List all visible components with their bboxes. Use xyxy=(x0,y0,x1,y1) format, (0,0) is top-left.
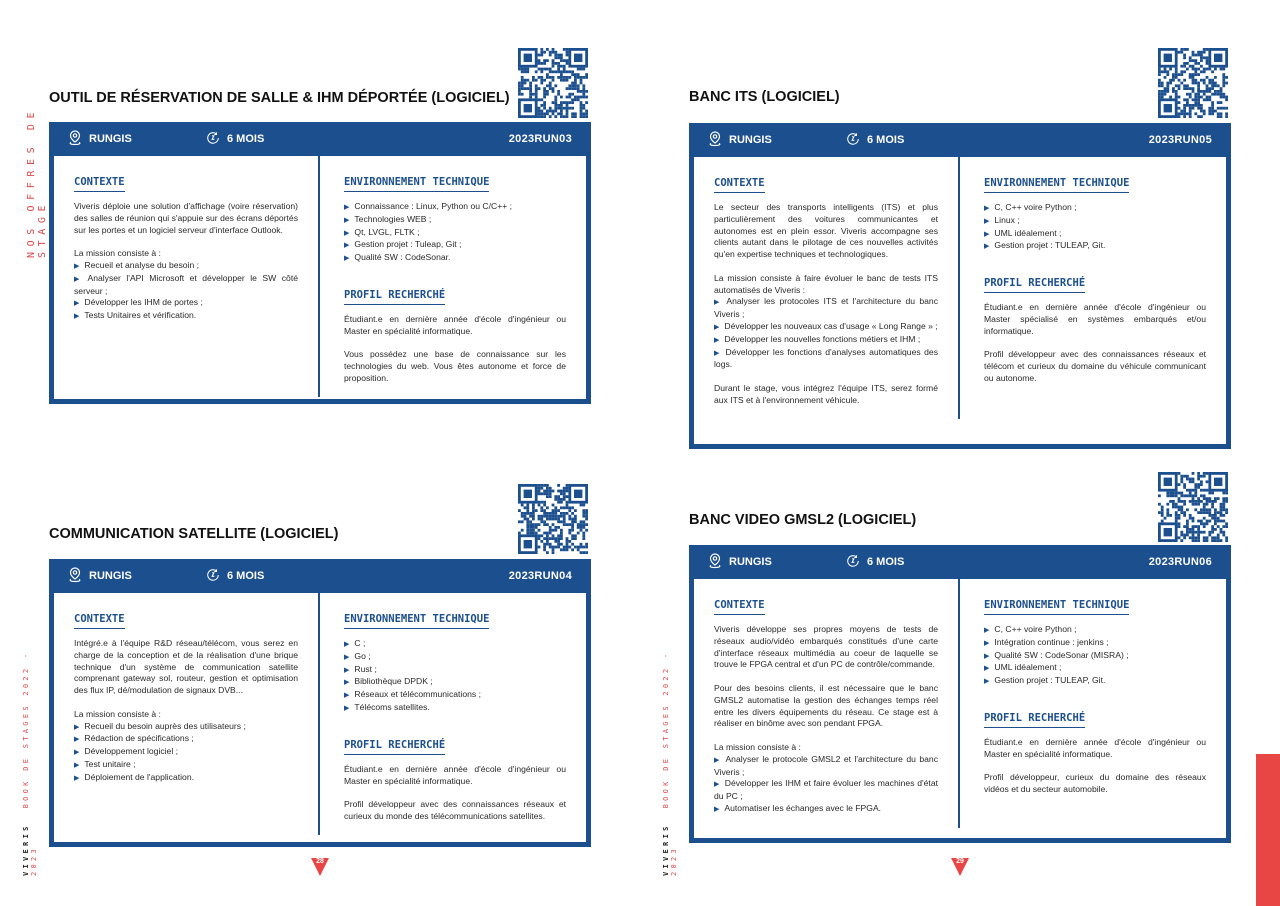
list-item: ▶ Connaissance : Linux, Python ou C/C++ ; xyxy=(344,201,566,214)
paragraph: Profil développeur avec des connaissances réseaux et télécom et curieux du domaine du véhicule communicant ou autonome. xyxy=(984,349,1206,383)
duration-label: 6 MOIS xyxy=(227,133,265,145)
list-item: ▶ Qt, LVGL, FLTK ; xyxy=(344,227,566,240)
list-item: ▶ Développer les fonctions d'analyses automatiques des logs. xyxy=(714,347,938,372)
page-number-text: 28 xyxy=(316,858,324,865)
mission-intro: La mission consiste à : xyxy=(74,708,161,719)
list-item: ▶ Gestion projet : Tuleap, Git ; xyxy=(344,239,566,252)
paragraph: Profil développeur avec des connaissances réseaux et curieux du monde des télécommunications satellites. xyxy=(344,799,566,821)
page-edge-tab xyxy=(1256,754,1280,906)
page-number-left xyxy=(311,858,329,876)
list-item: ▶ Qualité SW : CodeSonar (MISRA) ; xyxy=(984,650,1206,663)
offer-info-bar xyxy=(54,122,586,156)
list-item: ▶ Intégration continue : jenkins ; xyxy=(984,637,1206,650)
list-item: ▶ Développer les nouveaux cas d'usage « Long Range » ; xyxy=(714,321,938,334)
mission-outro: Durant le stage, vous intégrez l'équipe ITS, serez formé aux ITS et à l'environnement véhicule. xyxy=(714,382,938,405)
offer-frame xyxy=(49,122,591,404)
offer-frame xyxy=(49,559,591,847)
list-item: ▶ C, C++ voire Python ; xyxy=(984,202,1206,215)
section-heading-profil: PROFIL RECHERCHÉ xyxy=(344,739,445,755)
offer-reference: 2023RUN06 xyxy=(1148,556,1212,568)
list-item: ▶ Développer les IHM et faire évoluer les machines d'état du PC ; xyxy=(714,778,938,803)
section-heading-environnement: ENVIRONNEMENT TECHNIQUE xyxy=(344,176,489,192)
paragraph: Viveris développe ses propres moyens de tests de réseaux audio/vidéo embarqués constitués d'une carte d'interface réseaux multimédia au coeur de laquelle se trouve le FPGA central et d'un PC de contrôle/commande. xyxy=(714,624,938,670)
section-heading-environnement: ENVIRONNEMENT TECHNIQUE xyxy=(984,177,1129,193)
section-heading-environnement: ENVIRONNEMENT TECHNIQUE xyxy=(344,613,489,629)
location-label: RUNGIS xyxy=(729,134,772,146)
list-item: ▶ Gestion projet : TULEAP, Git. xyxy=(984,675,1206,688)
list-item: ▶ Gestion projet : TULEAP, Git. xyxy=(984,240,1206,253)
clock-icon xyxy=(206,130,220,149)
list-item: ▶ Analyser l'API Microsoft et développer le SW côté serveur ; xyxy=(74,273,298,298)
book-title: BOOK DE STAGES 2022 - 2023 xyxy=(22,650,38,876)
mission-intro: La mission consiste à faire évoluer le banc de tests ITS automatisés de Viveris : xyxy=(714,272,938,295)
duration xyxy=(846,131,904,150)
list-item: ▶ Développer les nouvelles fonctions métiers et IHM ; xyxy=(714,334,938,347)
footer-side-label-left xyxy=(22,648,38,876)
paragraph: Étudiant.e en dernière année d'école d'ingénieur ou Master en spécialité informatique. xyxy=(984,736,1206,759)
offer-info-bar xyxy=(54,559,586,593)
section-heading-environnement: ENVIRONNEMENT TECHNIQUE xyxy=(984,599,1129,615)
section-side-label: NOS OFFRES DE STAGE xyxy=(26,106,48,258)
section-heading-profil: PROFIL RECHERCHÉ xyxy=(984,277,1085,293)
mission-intro: La mission consiste à : xyxy=(74,248,161,259)
list-item: ▶ Développement logiciel ; xyxy=(74,746,298,759)
paragraph: Vous possédez une base de connaissance sur les technologies du web. Vous êtes autonome et force de proposition. xyxy=(344,349,566,383)
paragraph: Intégré.e à l'équipe R&D réseau/télécom, vous serez en charge de la conception et de la réalisation d'une brique technique d'un système de communication satellite comprenant gateway sol, routeur, gestion et optimisation des flux IP, dé/modulation de signaux DVB... xyxy=(74,638,298,696)
brand-name: VIVERIS xyxy=(662,823,670,876)
offer-info-bar xyxy=(694,123,1226,157)
list-item: ▶ Rédaction de spécifications ; xyxy=(74,733,298,746)
list-item: ▶ Technologies WEB ; xyxy=(344,214,566,227)
list-item: ▶ Réseaux et télécommunications ; xyxy=(344,689,566,702)
page-number-right xyxy=(951,858,969,876)
offer-frame xyxy=(689,123,1231,449)
list-item: ▶ C ; xyxy=(344,638,566,651)
list-item: ▶ Test unitaire ; xyxy=(74,759,298,772)
location xyxy=(708,553,772,572)
paragraph: Étudiant.e en dernière année d'école d'ingénieur ou Master en spécialité informatique. xyxy=(344,313,566,336)
paragraph: Étudiant.e en dernière année d'école d'ingénieur ou Master en spécialité informatique. xyxy=(344,763,566,786)
requirements-column xyxy=(320,593,586,835)
list-item: ▶ Qualité SW : CodeSonar. xyxy=(344,252,566,265)
list-item: ▶ Go ; xyxy=(344,651,566,664)
location xyxy=(708,131,772,150)
list-item: ▶ UML idéalement ; xyxy=(984,228,1206,241)
footer-side-label-right xyxy=(662,648,678,876)
section-heading-contexte: CONTEXTE xyxy=(74,613,125,629)
duration xyxy=(206,130,264,149)
section-heading-contexte: CONTEXTE xyxy=(714,599,765,615)
section-heading-profil: PROFIL RECHERCHÉ xyxy=(984,712,1085,728)
section-heading-contexte: CONTEXTE xyxy=(714,177,765,193)
list-item: ▶ Recueil et analyse du besoin ; xyxy=(74,260,298,273)
list-item: ▶ Analyser le protocole GMSL2 et l'architecture du banc Viveris ; xyxy=(714,754,938,779)
offer-title: OUTIL DE RÉSERVATION DE SALLE & IHM DÉPORTÉE (LOGICIEL) xyxy=(49,90,510,106)
qr-code-icon[interactable] xyxy=(1158,472,1228,542)
clock-icon xyxy=(846,553,860,572)
qr-code-icon[interactable] xyxy=(518,48,588,118)
location-label: RUNGIS xyxy=(89,570,132,582)
clock-icon xyxy=(846,131,860,150)
requirements-column xyxy=(960,157,1226,419)
list-item: ▶ Télécoms satellites. xyxy=(344,702,566,715)
offer-info-bar xyxy=(694,545,1226,579)
duration xyxy=(846,553,904,572)
location-pin-icon xyxy=(708,553,722,572)
context-column xyxy=(694,579,960,828)
duration xyxy=(206,567,264,586)
requirements-column xyxy=(320,156,586,397)
paragraph: Pour des besoins clients, il est nécessaire que le banc GMSL2 automatise la gestion des échanges temps réel entre les divers équipements du réseau. Ce stage est à réaliser en binôme avec son pendant FPGA. xyxy=(714,682,938,729)
requirements-column xyxy=(960,579,1226,828)
list-item: ▶ Développer les IHM de portes ; xyxy=(74,297,298,310)
offer-reference: 2023RUN05 xyxy=(1148,134,1212,146)
list-item: ▶ Bibliothèque DPDK ; xyxy=(344,676,566,689)
paragraph: Profil développeur, curieux du domaine des réseaux vidéos et du secteur automobile. xyxy=(984,772,1206,795)
location-label: RUNGIS xyxy=(729,556,772,568)
offer-reference: 2023RUN04 xyxy=(508,570,572,582)
location-pin-icon xyxy=(708,131,722,150)
list-item: ▶ Automatiser les échanges avec le FPGA. xyxy=(714,803,938,816)
location-label: RUNGIS xyxy=(89,133,132,145)
location-pin-icon xyxy=(68,130,82,149)
context-column xyxy=(54,593,320,835)
duration-label: 6 MOIS xyxy=(867,556,905,568)
context-column xyxy=(694,157,960,419)
mission-block xyxy=(714,273,938,371)
mission-block xyxy=(74,709,298,785)
mission-block xyxy=(714,742,938,816)
offer-title: BANC ITS (LOGICIEL) xyxy=(689,89,840,105)
list-item: ▶ Linux ; xyxy=(984,215,1206,228)
paragraph: Viveris déploie une solution d'affichage (voire réservation) des salles de réunion qui s'appuie sur des écrans déportés sur les portes et un logiciel serveur d'interface Outlook. xyxy=(74,201,298,235)
qr-code-icon[interactable] xyxy=(518,484,588,554)
offer-frame xyxy=(689,545,1231,843)
brand-name: VIVERIS xyxy=(22,823,30,876)
list-item: ▶ Tests Unitaires et vérification. xyxy=(74,310,298,323)
mission-block xyxy=(74,248,298,323)
clock-icon xyxy=(206,567,220,586)
offer-title: BANC VIDEO GMSL2 (LOGICIEL) xyxy=(689,512,917,528)
offer-title: COMMUNICATION SATELLITE (LOGICIEL) xyxy=(49,526,339,542)
page-number-text: 29 xyxy=(956,858,964,865)
list-item: ▶ Analyser les protocoles ITS et l'architecture du banc Viveris ; xyxy=(714,296,938,321)
list-item: ▶ C, C++ voire Python ; xyxy=(984,624,1206,637)
location xyxy=(68,567,132,586)
paragraph: Le secteur des transports intelligents (ITS) et plus particulièrement des voitures communicantes et autonomes est en plein essor. Viveris accompagne ses clients autant dans le pilotage de ces nouvelles activités qu'en expertise techniques et technologiques. xyxy=(714,202,938,260)
list-item: ▶ Recueil du besoin auprès des utilisateurs ; xyxy=(74,721,298,734)
duration-label: 6 MOIS xyxy=(867,134,905,146)
location xyxy=(68,130,132,149)
paragraph: Étudiant.e en dernière année d'école d'ingénieur ou Master spécialisé en systèmes embarqués et/ou informatique. xyxy=(984,302,1206,336)
offer-reference: 2023RUN03 xyxy=(508,133,572,145)
duration-label: 6 MOIS xyxy=(227,570,265,582)
mission-intro: La mission consiste à : xyxy=(714,741,801,752)
book-title: BOOK DE STAGES 2022 - 2023 xyxy=(662,650,678,876)
list-item: ▶ Rust ; xyxy=(344,664,566,677)
context-column xyxy=(54,156,320,397)
list-item: ▶ Déploiement de l'application. xyxy=(74,772,298,785)
section-heading-contexte: CONTEXTE xyxy=(74,176,125,192)
list-item: ▶ UML idéalement ; xyxy=(984,662,1206,675)
qr-code-icon[interactable] xyxy=(1158,48,1228,118)
location-pin-icon xyxy=(68,567,82,586)
section-heading-profil: PROFIL RECHERCHÉ xyxy=(344,289,445,305)
